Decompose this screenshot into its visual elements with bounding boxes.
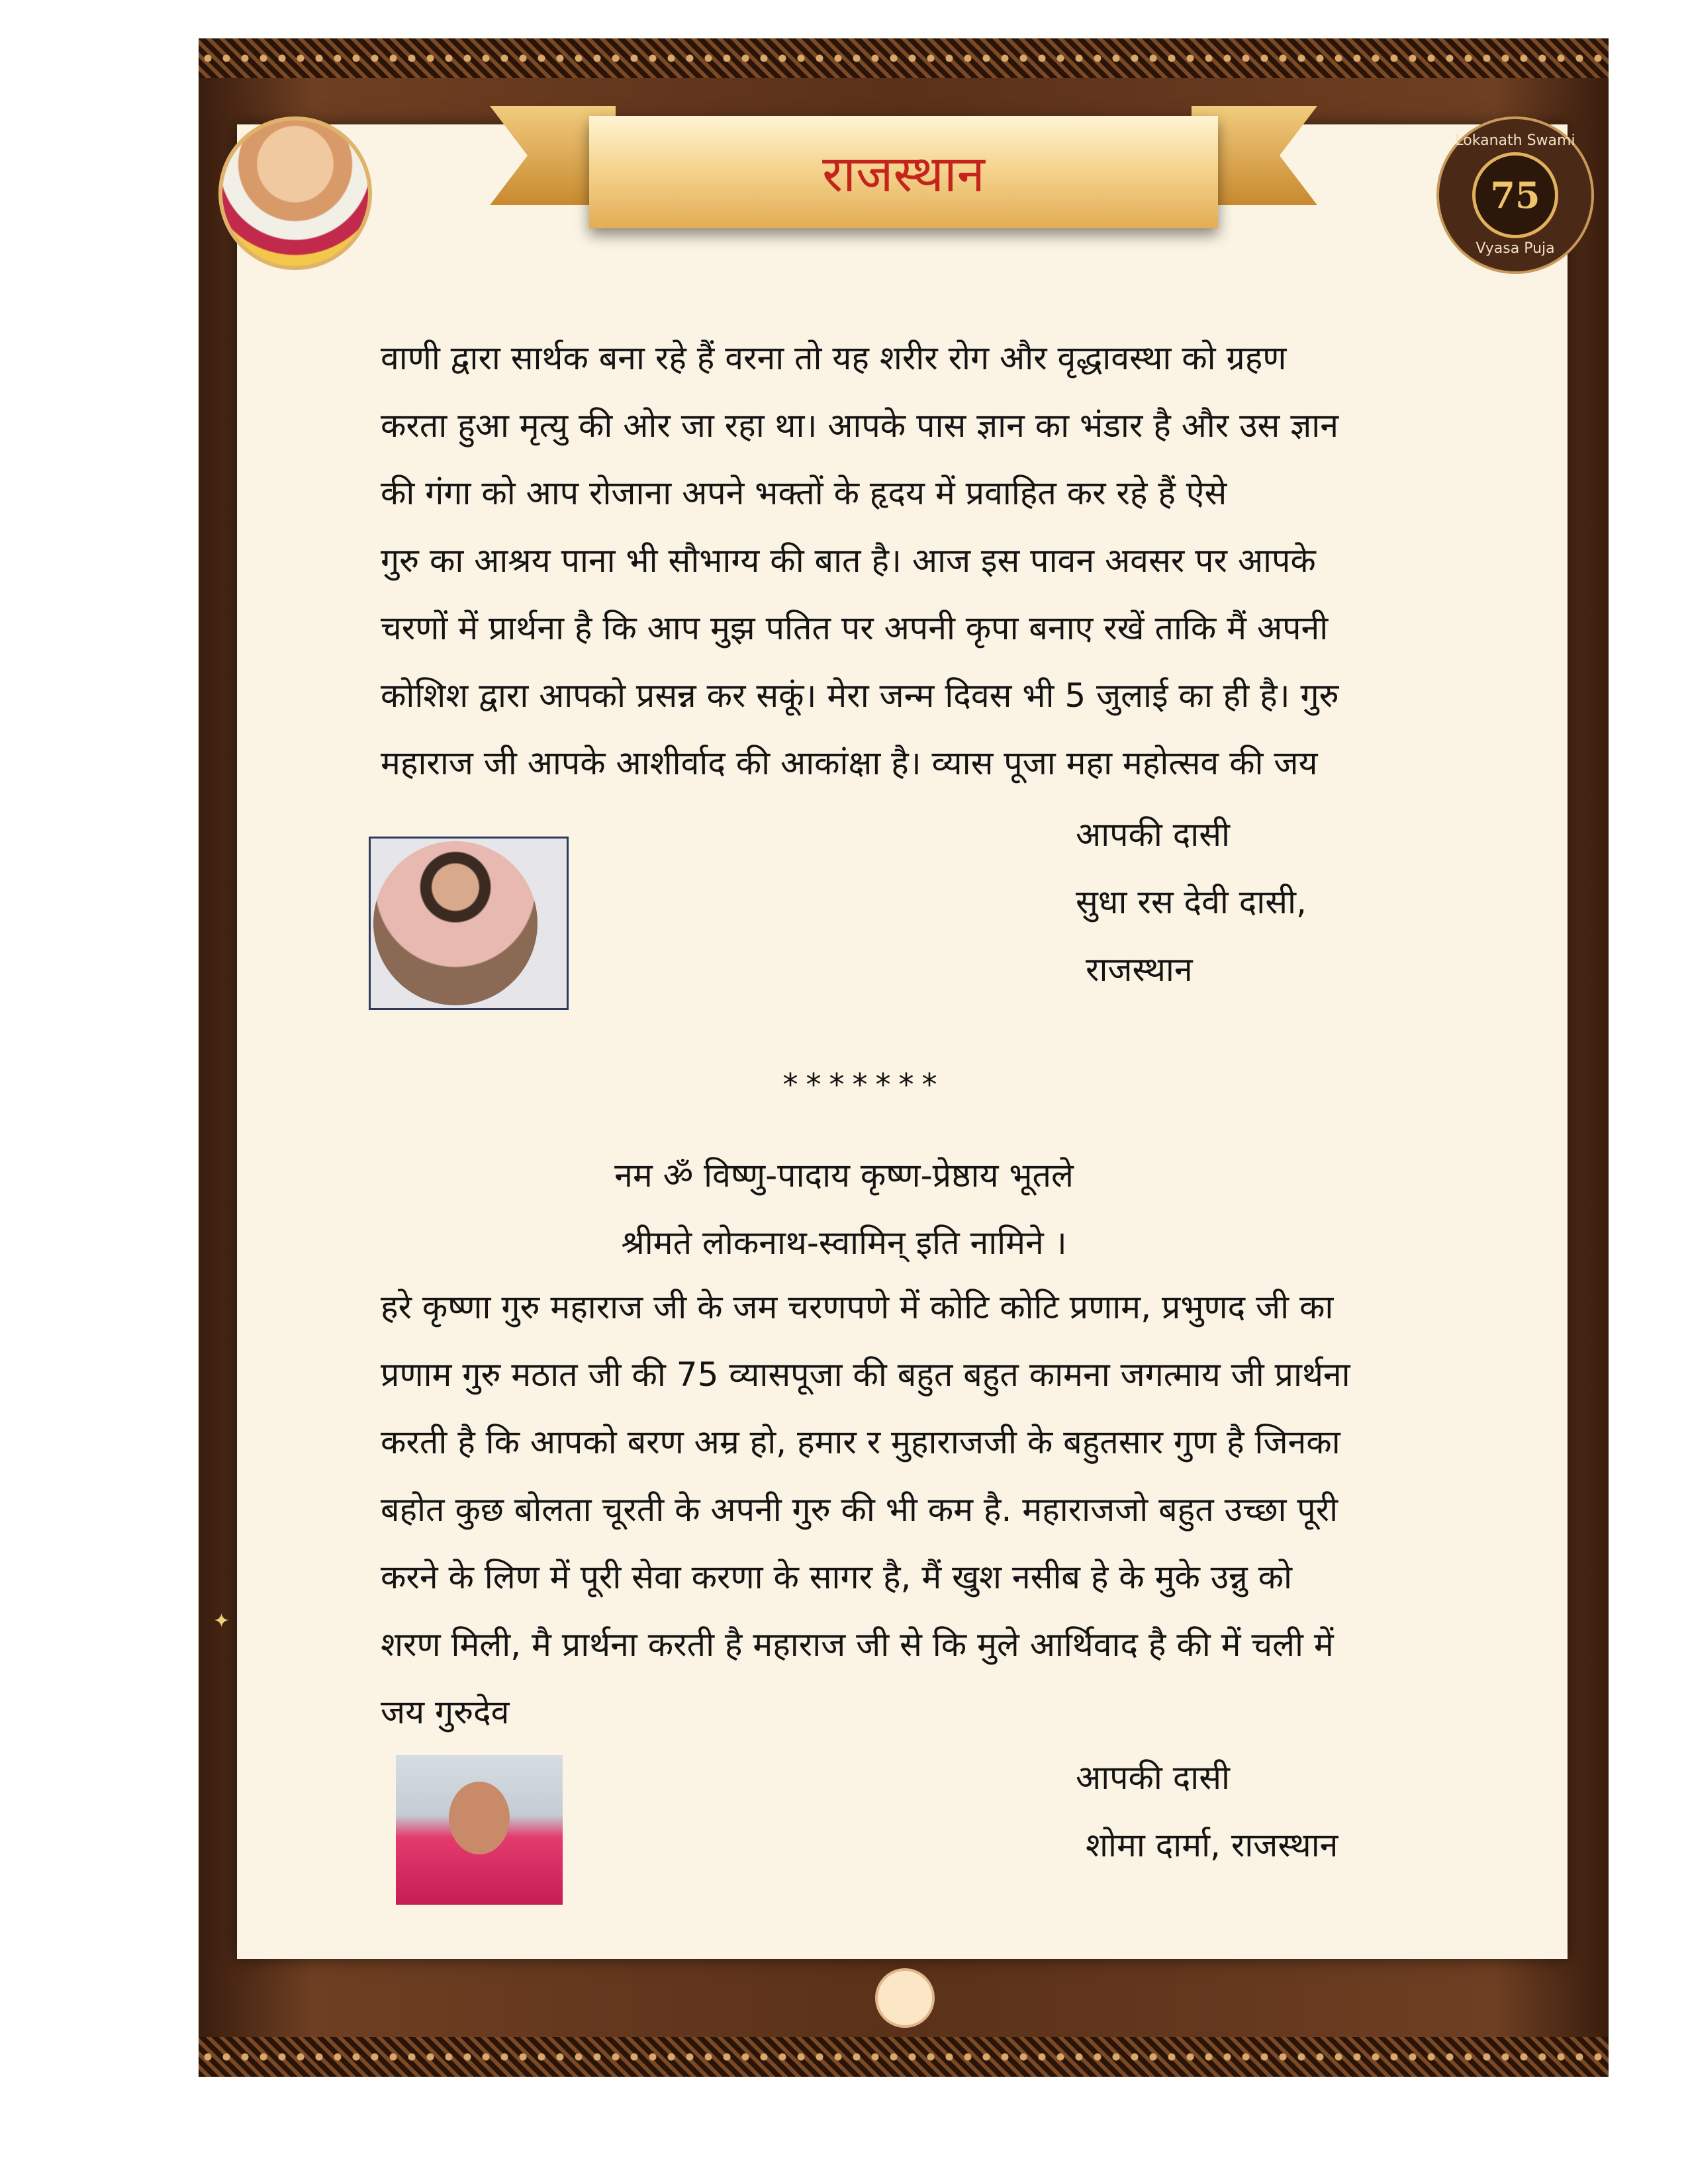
badge-top-text: Lokanath Swami <box>1455 132 1575 149</box>
letter2-line: शरण मिली, मै प्रार्थना करती है महाराज जी से कि मुले आर्थिवाद है की में चली में <box>381 1625 1334 1664</box>
pranati-verse-line1: नम ॐ विष्णु-पादाय कृष्ण-प्रेष्ठाय भूतले <box>614 1156 1074 1195</box>
letter2-line: करने के लिण में पूरी सेवा करणा के सागर है, मैं खुश नसीब हे के मुके उन्नु को <box>381 1558 1292 1596</box>
letter2-line: जय गुरुदेव <box>381 1693 510 1731</box>
page-title: राजस्थान <box>822 144 985 203</box>
letter1-signature-name: सुधा रस देवी दासी, <box>1076 883 1307 921</box>
pranati-verse-line2: श्रीमते लोकनाथ-स्वामिन् इति नामिने । <box>621 1224 1067 1262</box>
top-border-pattern <box>199 38 1609 78</box>
letter2-line: करती है कि आपको बरण अम्र हो, हमार र मुहाराजजी के बहुतसार गुण है जिनका <box>381 1423 1340 1461</box>
letter1-line: चरणों में प्रार्थना है कि आप मुझ पतित पर अपनी कृपा बनाए रखें ताकि मैं अपनी <box>381 609 1329 647</box>
letter2-line: प्रणाम गुरु मठात जी की 75 व्यासपूजा की बहुत बहुत कामना जगत्माय जी प्रार्थना <box>381 1355 1350 1394</box>
guru-portrait <box>218 116 372 270</box>
sparkle-icon: ✦ <box>213 1610 230 1633</box>
letter1-signature-place: राजस्थान <box>1086 950 1193 989</box>
title-ribbon <box>589 116 1218 228</box>
letter2-line: हरे कृष्णा गुरु महाराज जी के जम चरणपणे में कोटि कोटि प्रणाम, प्रभुणद जी का <box>381 1288 1334 1326</box>
letter1-line: कोशिश द्वारा आपको प्रसन्न कर सकूं। मेरा जन्म दिवस भी 5 जुलाई का ही है। गुरु <box>381 676 1339 715</box>
letter2-line: बहोत कुछ बोलता चूरती के अपनी गुरु की भी कम है. महाराजजो बहुत उच्छा पूरी <box>381 1490 1338 1529</box>
letter1-line: गुरु का आश्रय पाना भी सौभाग्य की बात है। आज इस पावन अवसर पर आपके <box>381 541 1316 580</box>
letter2-signature-name: शोमा दार्मा, राजस्थान <box>1086 1826 1338 1864</box>
letter1-line: वाणी द्वारा सार्थक बना रहे हैं वरना तो यह शरीर रोग और वृद्धावस्था को ग्रहण <box>381 339 1287 377</box>
letter2-signature-line: आपकी दासी <box>1076 1758 1230 1797</box>
bottom-border-pattern <box>199 2037 1609 2077</box>
letter1-line: महाराज जी आपके आशीर्वाद की आकांक्षा है। व्यास पूजा महा महोत्सव की जय <box>381 744 1318 782</box>
vyasa-puja-75-badge <box>1436 116 1594 274</box>
letter1-line: करता हुआ मृत्यु की ओर जा रहा था। आपके पास ज्ञान का भंडार है और उस ज्ञान <box>381 406 1338 445</box>
badge-bottom-text: Vyasa Puja <box>1476 240 1555 257</box>
badge-number: 75 <box>1472 152 1558 238</box>
author2-photo <box>396 1755 563 1905</box>
author1-photo <box>369 837 569 1010</box>
letter1-line: की गंगा को आप रोजाना अपने भक्तों के हृदय में प्रवाहित कर रहे हैं ऐसे <box>381 474 1227 512</box>
letter2-body <box>381 1273 1506 1746</box>
bottom-ornament-dot <box>875 1968 935 2028</box>
letter1-body <box>381 324 1506 797</box>
section-separator: ******* <box>782 1067 945 1103</box>
letter1-signature-line: आपकी दासी <box>1076 815 1230 854</box>
